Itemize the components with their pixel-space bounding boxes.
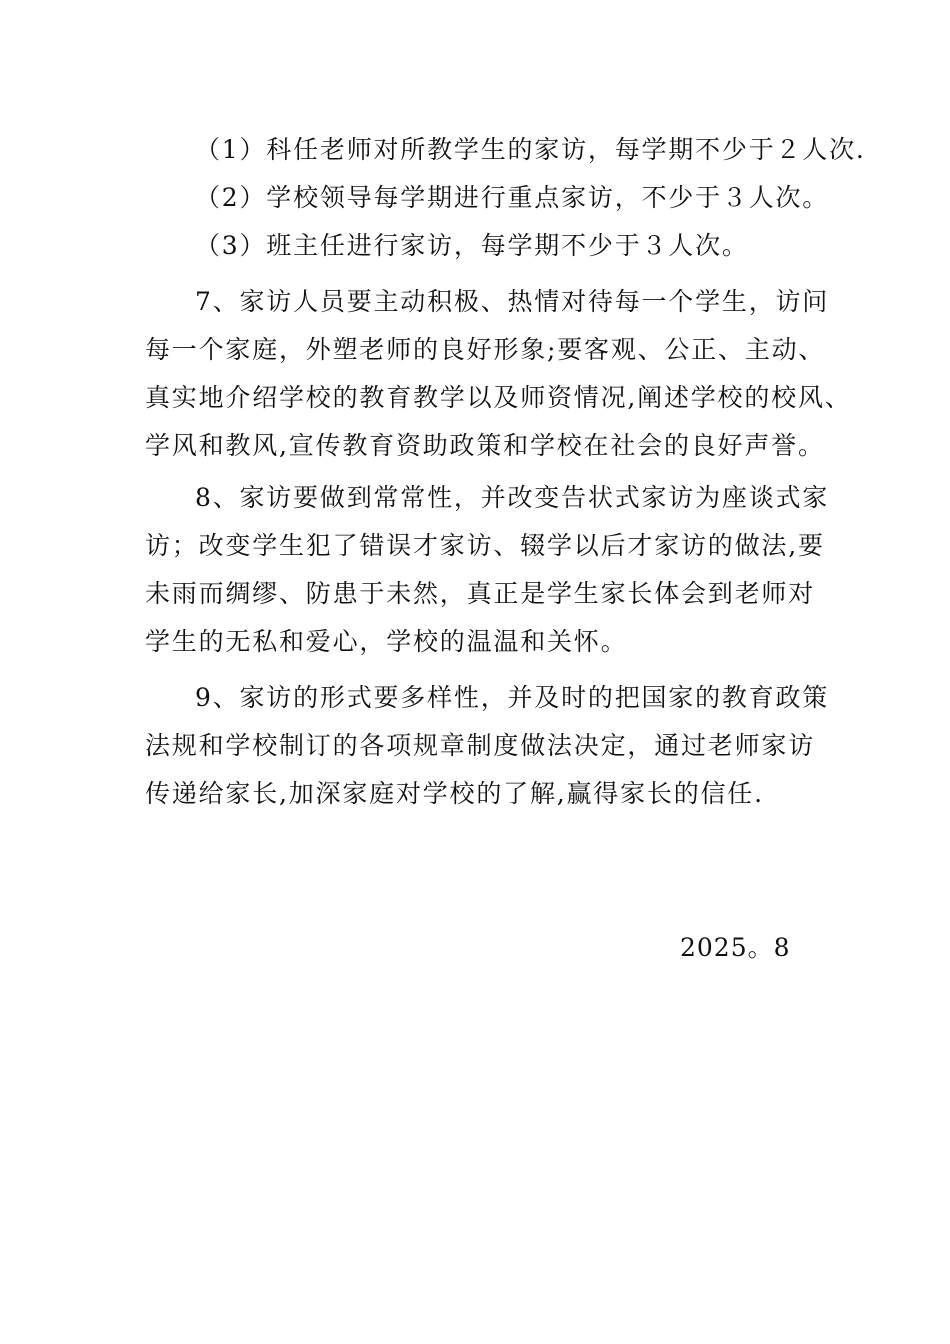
paragraph-line: 学生的无私和爱心，学校的温温和关怀。 <box>145 627 628 656</box>
paragraph-line: 9、家访的形式要多样性，并及时的把国家的教育政策 <box>195 683 830 712</box>
document-date: 2025。8 <box>680 933 791 962</box>
sub-item-1: （1）科任老师对所教学生的家访，每学期不少于２人次. <box>195 135 866 164</box>
paragraph-line: 每一个家庭，外塑老师的良好形象;要客观、公正、主动、 <box>145 335 826 364</box>
paragraph-line: 真实地介绍学校的教育教学以及师资情况,阐述学校的校风、 <box>145 383 852 412</box>
paragraph-line: 传递给家长,加深家庭对学校的了解,赢得家长的信任. <box>145 779 764 808</box>
paragraph-line: 法规和学校制订的各项规章制度做法决定，通过老师家访 <box>145 731 816 760</box>
paragraph-line: 访；改变学生犯了错误才家访、辍学以后才家访的做法,要 <box>145 531 825 560</box>
paragraph-line: 学风和教风,宣传教育资助政策和学校在社会的良好声誉。 <box>145 431 825 460</box>
sub-item-3: （3）班主任进行家访，每学期不少于３人次。 <box>195 231 749 260</box>
paragraph-line: 未雨而绸缪、防患于未然，真正是学生家长体会到老师对 <box>145 579 816 608</box>
paragraph-line: 7、家访人员要主动积极、热情对待每一个学生，访问 <box>195 287 830 316</box>
paragraph-line: 8、家访要做到常常性，并改变告状式家访为座谈式家 <box>195 483 830 512</box>
sub-item-2: （2）学校领导每学期进行重点家访，不少于３人次。 <box>195 183 830 212</box>
